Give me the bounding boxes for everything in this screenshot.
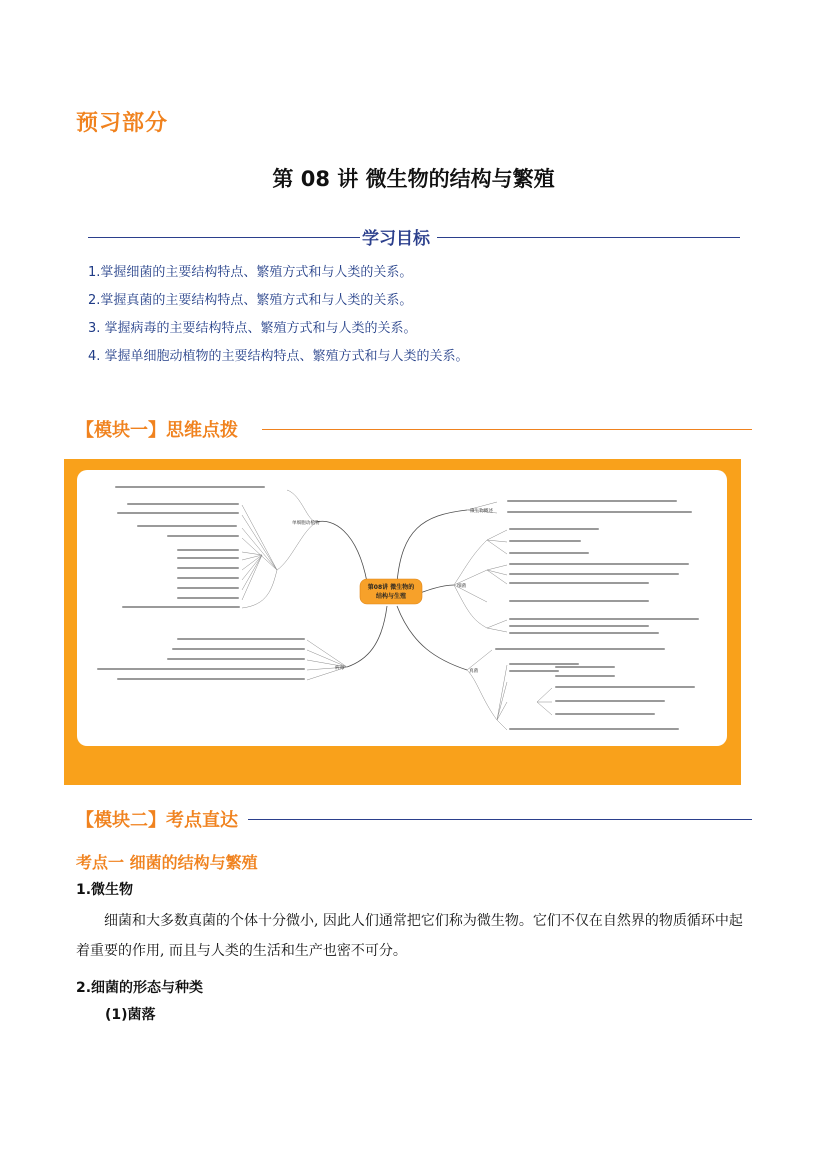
mindmap-branch-unicellular: 单细胞动植物 (292, 521, 320, 526)
lecture-title: 第 08 讲 微生物的结构与繁殖 (272, 167, 555, 191)
mindmap-branch-fungi: 真菌 (469, 669, 479, 674)
goal-item: 3. 掌握病毒的主要结构特点、繁殖方式和与人类的关系。 (88, 321, 417, 336)
goal-item: 4. 掌握单细胞动植物的主要结构特点、繁殖方式和与人类的关系。 (88, 349, 469, 364)
section1-heading: 1.微生物 (76, 882, 134, 898)
goal-item: 2.掌握真菌的主要结构特点、繁殖方式和与人类的关系。 (88, 293, 413, 308)
mindmap-center-line1: 第08讲 微生物的 (367, 584, 415, 591)
mindmap-sub-connectors (242, 490, 552, 730)
goals-heading: 学习目标 (360, 224, 432, 249)
preview-heading: 预习部分 (76, 111, 169, 136)
section1-paragraph: 细菌和大多数真菌的个体十分微小, 因此人们通常把它们称为微生物。它们不仅在自然界的物质循环中起着重要的作用, 而且与人类的生活和生产也密不可分。 (76, 913, 743, 959)
goals-divider-right (437, 237, 740, 238)
kp1-heading: 考点一 细菌的结构与繁殖 (76, 853, 258, 872)
mindmap-center-line2: 结构与生殖 (375, 593, 407, 600)
goal-item: 1.掌握细菌的主要结构特点、繁殖方式和与人类的关系。 (88, 265, 413, 280)
module2-heading: 【模块二】考点直达 (76, 810, 238, 831)
mindmap-branch-bacteria: 细菌 (457, 584, 467, 589)
mindmap-branch-overview: 微生物概述 (470, 509, 493, 514)
module1-heading: 【模块一】思维点拨 (76, 420, 238, 441)
goals-divider-left (88, 237, 360, 238)
mindmap-center-node (360, 579, 422, 604)
section2-heading: 2.细菌的形态与种类 (76, 980, 204, 996)
section2-subheading: (1)菌落 (105, 1007, 156, 1023)
module2-divider (248, 819, 752, 820)
mindmap-branch-virus: 病毒 (335, 666, 345, 671)
module1-divider (262, 429, 752, 430)
mindmap-diagram (77, 470, 727, 746)
